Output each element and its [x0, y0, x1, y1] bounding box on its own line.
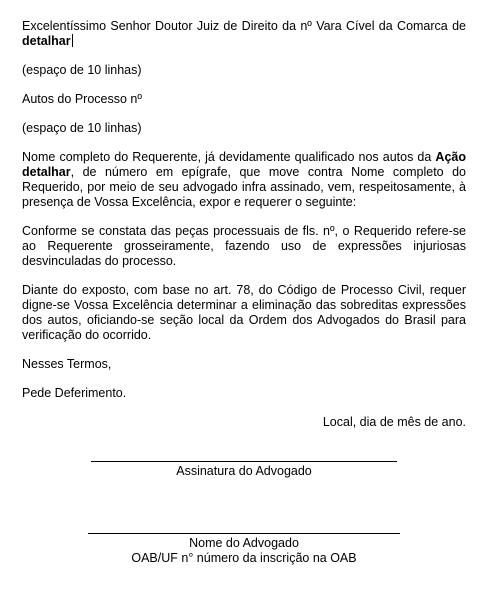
paragraph-introduction-end: , de número em epígrafe, que move contra Nome completo do Requerido, por meio de seu advogado infra assinado, vem, respeitosamente, à presença de Vossa Excelência, expor e requerer o seguinte: — [22, 165, 466, 209]
text-cursor — [72, 34, 73, 47]
closing-terms: Nesses Termos, — [22, 357, 112, 371]
court-address-text: Excelentíssimo Senhor Doutor Juiz de Direito da nº Vara Cível da Comarca de — [22, 19, 466, 33]
paragraph-introduction-start: Nome completo do Requerente, já devidamente qualificado nos autos da — [22, 150, 436, 164]
paragraph-facts: Conforme se constata das peças processuais de fls. nº, o Requerido refere-se ao Requerente grosseiramente, fazendo uso de expressões injuriosas desvinculadas do processo. — [22, 224, 466, 268]
signature-line — [91, 461, 397, 462]
spacing-note-2: (espaço de 10 linhas) — [22, 121, 142, 135]
action-name: Ação detalhar — [22, 150, 466, 179]
lawyer-name: Nome do Advogado — [189, 536, 299, 550]
signature-block — [91, 461, 397, 479]
lawyer-oab-registration: OAB/UF n° número da inscrição na OAB — [131, 551, 357, 565]
signature-label: Assinatura do Advogado — [176, 464, 312, 478]
spacing-note-1: (espaço de 10 linhas) — [22, 63, 142, 77]
petition-document — [22, 19, 466, 430]
place-and-date: Local, dia de mês de ano. — [322, 415, 466, 429]
court-address-placeholder: detalhar — [22, 34, 71, 48]
lawyer-block — [88, 533, 400, 566]
closing-request: Pede Deferimento. — [22, 386, 127, 400]
court-address — [22, 19, 466, 49]
paragraph-introduction — [22, 150, 466, 210]
process-number-line: Autos do Processo nº — [22, 92, 142, 106]
paragraph-request: Diante do exposto, com base no art. 78, do Código de Processo Civil, requer digne-se Vossa Excelência determinar a eliminação das sobreditas expressões dos autos, oficiando-se seção local da Ordem dos Advogados do Brasil para verificação do ocorrido. — [22, 283, 466, 342]
lawyer-name-line — [88, 533, 400, 534]
